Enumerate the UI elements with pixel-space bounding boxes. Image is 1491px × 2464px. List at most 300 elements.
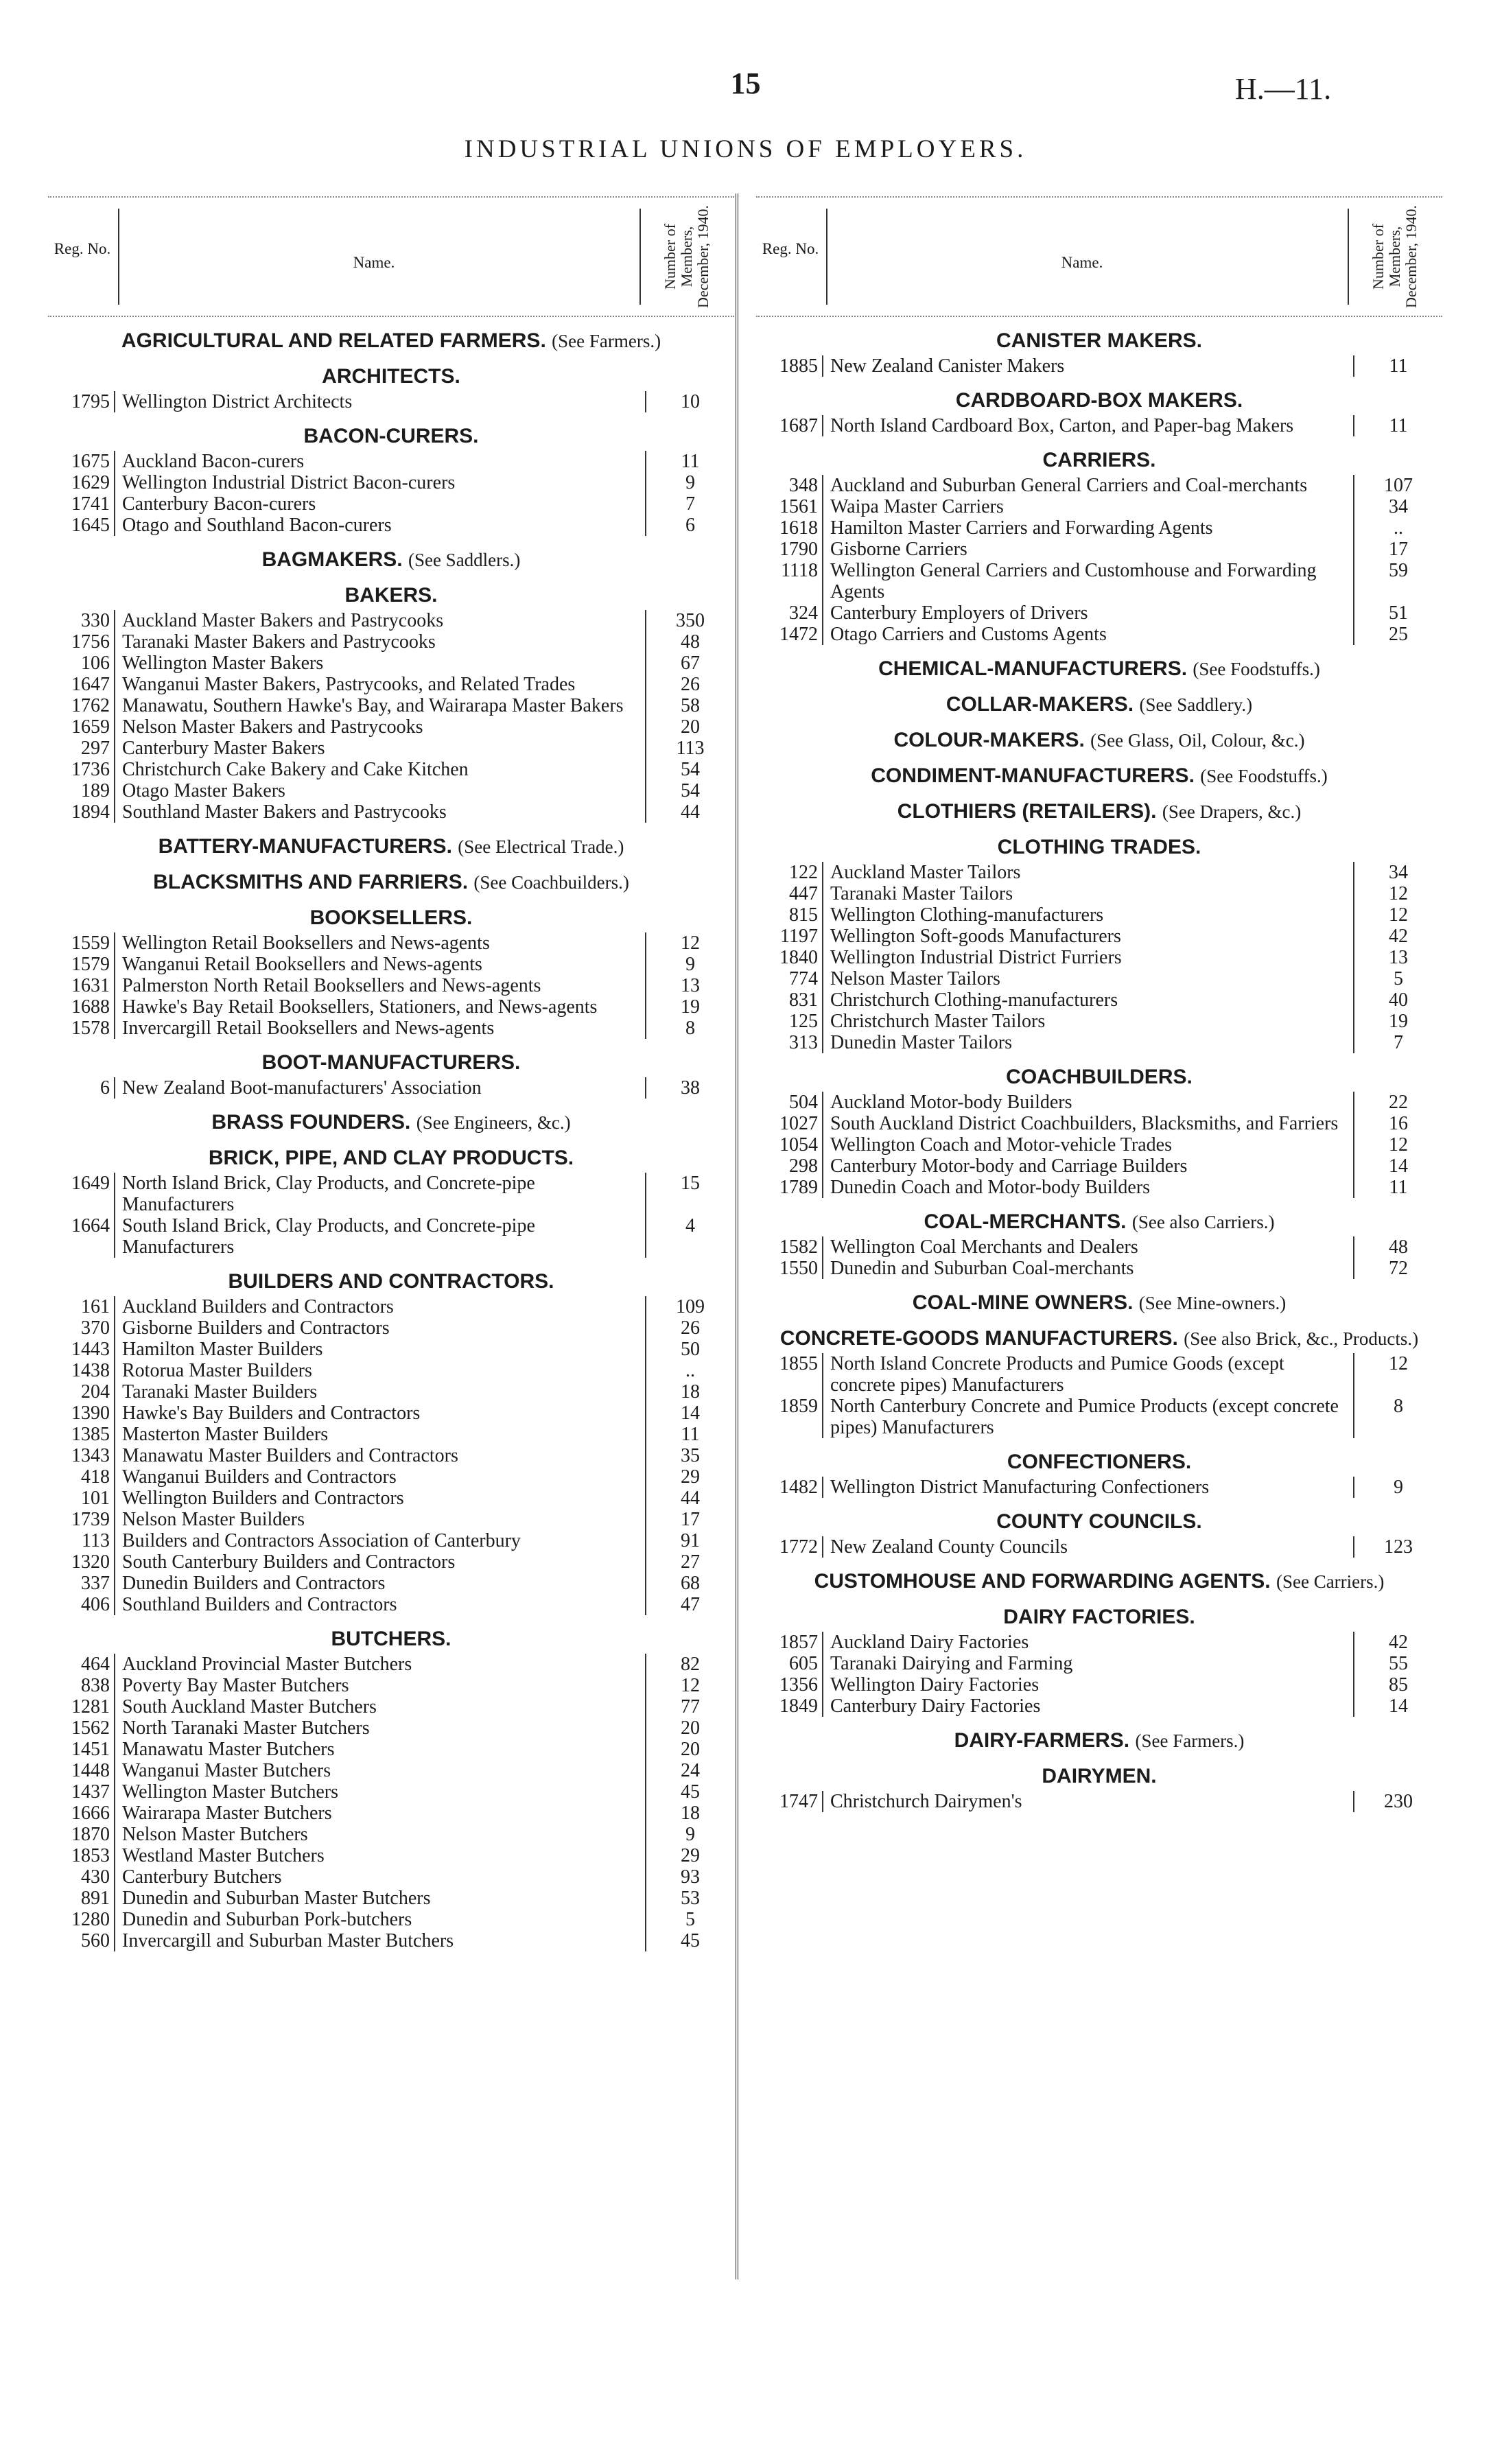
section-heading [756,1210,1442,1234]
table-row [756,1632,1442,1653]
member-count [646,472,734,493]
union-name [823,496,1354,517]
union-name [115,472,646,493]
union-name [823,1674,1354,1696]
reg-number-text: 1438 [71,1360,110,1381]
reg-number-text: 838 [81,1675,110,1696]
reg-number [48,975,115,996]
reg-number [48,610,115,631]
reg-number [48,674,115,695]
reg-number [48,1696,115,1717]
cross-reference: (See Foodstuffs.) [1193,659,1320,679]
union-name [823,862,1354,883]
union-name [115,1739,646,1760]
table-row [48,1675,734,1696]
reg-number [48,1403,115,1424]
union-name [823,1632,1354,1653]
reg-number-text: 1885 [779,355,818,377]
member-count-text: 230 [1384,1791,1413,1812]
table-row [48,1424,734,1445]
reg-number-text: 1645 [71,515,110,536]
member-count-text: 53 [681,1888,700,1909]
member-count [1354,1113,1442,1134]
table-row [48,1360,734,1381]
reg-number [48,451,115,472]
reg-number-text: 418 [81,1466,110,1488]
reg-number [48,1445,115,1466]
table-row [48,801,734,823]
member-count-text: 29 [681,1845,700,1866]
member-count-text: 8 [1394,1396,1403,1417]
reg-number [756,1134,823,1155]
member-count-text: 25 [1389,624,1408,645]
reg-number [48,1215,115,1258]
members-heading [642,202,732,312]
section-title: CLOTHING TRADES. [997,836,1201,858]
table-row [48,1018,734,1039]
union-name [115,954,646,975]
union-name-text: New Zealand Canister Makers [830,355,1065,377]
member-count-text: 12 [681,932,700,954]
member-count-text: 14 [681,1403,700,1424]
reg-number [48,515,115,536]
cross-reference: (See Foodstuffs.) [1200,766,1328,786]
cross-reference: (See also Brick, &c., Products.) [1184,1328,1419,1349]
member-count-text: 59 [1389,560,1408,581]
member-count-text: 113 [676,738,705,759]
reg-number-text: 1795 [71,391,110,412]
member-count-text: 68 [681,1573,700,1594]
member-count-text: 42 [1389,926,1408,947]
reg-number [48,1760,115,1781]
union-name [115,1403,646,1424]
reg-number [756,415,823,436]
reg-number-text: 1894 [71,801,110,823]
member-count [646,1530,734,1551]
member-count-text: 93 [681,1866,700,1888]
reg-number [756,1674,823,1696]
reg-number-text: 1870 [71,1824,110,1845]
member-count-text: 4 [685,1215,695,1236]
member-count-text: 22 [1389,1092,1408,1113]
section-title: DAIRY FACTORIES. [1003,1606,1195,1628]
reg-number [48,1909,115,1930]
reg-number-text: 337 [81,1573,110,1594]
reg-number [48,738,115,759]
reg-number [756,1032,823,1053]
section-heading [756,1606,1442,1629]
member-count [1354,1032,1442,1053]
reg-number-text: 1666 [71,1803,110,1824]
section-heading [48,365,734,388]
member-count-text: 34 [1389,496,1408,517]
table-row [48,1573,734,1594]
table-row [48,1339,734,1360]
table-row [48,1781,734,1803]
section-title: DAIRY-FARMERS. [954,1729,1130,1752]
section-heading [756,693,1442,716]
member-count [1354,904,1442,926]
table-row [756,1092,1442,1113]
union-name-text: Rotorua Master Builders [122,1360,312,1381]
table-row [756,968,1442,989]
union-name [115,780,646,801]
reg-number-text: 1559 [71,932,110,954]
union-name [115,1888,646,1909]
union-name-text: Southland Master Bakers and Pastrycooks [122,801,447,823]
union-name [115,1696,646,1717]
table-row [756,1696,1442,1717]
reg-number-text: 1840 [779,947,818,968]
member-count [1354,539,1442,560]
reg-number-text: 6 [100,1077,110,1099]
section-heading [756,764,1442,788]
member-count-text: 91 [681,1530,700,1551]
reg-number [756,355,823,377]
section-title: COACHBUILDERS. [1006,1066,1193,1088]
member-count-text: 26 [681,1317,700,1339]
table-row [756,1011,1442,1032]
union-name [115,716,646,738]
member-count-text: 18 [681,1803,700,1824]
table-row [48,1930,734,1951]
rule [826,209,827,305]
union-name-text: Auckland Master Tailors [830,862,1021,883]
table-row [48,515,734,536]
section-heading [756,329,1442,353]
reg-number-text: 101 [81,1488,110,1509]
union-name-text: Palmerston North Retail Booksellers and News-agents [122,975,541,996]
union-name [823,1032,1354,1053]
union-name [115,1488,646,1509]
union-name [823,1236,1354,1258]
member-count-text: 51 [1389,602,1408,624]
table-row [756,475,1442,496]
member-count [646,738,734,759]
section-heading [48,425,734,448]
union-name-text: North Island Brick, Clay Products, and Concrete-pipe Manufacturers [122,1173,535,1215]
union-name [823,1396,1354,1438]
reg-number [756,926,823,947]
table-row [48,653,734,674]
union-name [823,602,1354,624]
union-name [823,1696,1354,1717]
member-count [646,1760,734,1781]
union-name [823,904,1354,926]
name-heading: Name. [353,254,395,271]
reg-number [756,517,823,539]
member-count [646,1551,734,1573]
reg-number-text: 1789 [779,1177,818,1198]
reg-number-text: 1675 [71,451,110,472]
member-count [646,716,734,738]
section-title: BRICK, PIPE, AND CLAY PRODUCTS. [208,1147,574,1169]
table-row [756,1032,1442,1053]
member-count [646,1018,734,1039]
member-count [646,996,734,1018]
section-title: BUILDERS AND CONTRACTORS. [228,1270,554,1293]
member-count [646,1509,734,1530]
reg-number [48,1339,115,1360]
member-count [1354,926,1442,947]
union-name [115,1760,646,1781]
reg-number-text: 1790 [779,539,818,560]
member-count [646,391,734,412]
reg-number-text: 1647 [71,674,110,695]
reg-number-text: 161 [81,1296,110,1317]
union-name [115,1466,646,1488]
reg-number [48,1717,115,1739]
union-name-text: Wellington Soft-goods Manufacturers [830,926,1121,947]
union-name [115,391,646,412]
table-row [48,1888,734,1909]
reg-number [756,475,823,496]
member-count [646,1360,734,1381]
table-row [756,1791,1442,1812]
member-count-text: 9 [1394,1477,1403,1498]
union-name [115,674,646,695]
table-row [48,1215,734,1258]
union-name-text: Wellington Retail Booksellers and News-agents [122,932,490,954]
section-heading [48,329,734,353]
table-row [756,560,1442,602]
member-count-text: 9 [685,472,695,493]
table-row [48,1824,734,1845]
section-title: COAL-MINE OWNERS. [912,1291,1134,1314]
left-column-header [48,196,734,317]
member-count-text: 7 [685,493,695,515]
reg-number-text: 1579 [71,954,110,975]
table-row [756,904,1442,926]
reg-number [756,1696,823,1717]
union-name-text: Wellington Clothing-manufacturers [830,904,1104,926]
member-count-text: 48 [681,631,700,653]
table-row [48,1509,734,1530]
reg-number [48,780,115,801]
union-name [115,1381,646,1403]
reg-number-text: 1631 [71,975,110,996]
section-heading [756,1327,1442,1350]
table-row [48,1173,734,1215]
member-count [646,1403,734,1424]
union-name-text: Wellington Dairy Factories [830,1674,1040,1696]
table-row [756,1653,1442,1674]
table-row [756,1536,1442,1558]
reg-number-text: 1859 [779,1396,818,1417]
reg-number-text: 1343 [71,1445,110,1466]
member-count [646,610,734,631]
reg-number-text: 1762 [71,695,110,716]
reg-number [756,989,823,1011]
union-name [823,1653,1354,1674]
union-name [823,1092,1354,1113]
table-row [48,1866,734,1888]
union-name [115,801,646,823]
union-name-text: Auckland Dairy Factories [830,1632,1029,1653]
union-name-text: Dunedin and Suburban Master Butchers [122,1888,431,1909]
member-count-text: .. [685,1360,695,1381]
reg-number [756,1155,823,1177]
reg-number-text: 1849 [779,1696,818,1717]
reg-number-text: 1550 [779,1258,818,1279]
member-count [646,1594,734,1615]
section-heading [756,1451,1442,1474]
union-name-text: Auckland Bacon-curers [122,451,305,472]
member-count [646,1488,734,1509]
section-heading [48,584,734,607]
member-count [646,1296,734,1317]
union-name [115,1654,646,1675]
section-title: AGRICULTURAL AND RELATED FARMERS. [121,329,546,352]
reg-number [48,1296,115,1317]
table-row [756,862,1442,883]
member-count [1354,862,1442,883]
union-name-text: Otago Carriers and Customs Agents [830,624,1107,645]
union-name-text: Dunedin Builders and Contractors [122,1573,386,1594]
union-name-text: Canterbury Employers of Drivers [830,602,1088,624]
union-name [823,539,1354,560]
reg-number-text: 298 [789,1155,818,1177]
union-name-text: Wairarapa Master Butchers [122,1803,332,1824]
table-row [756,1258,1442,1279]
union-name-text: Christchurch Dairymen's [830,1791,1022,1812]
section-title: CUSTOMHOUSE AND FORWARDING AGENTS. [814,1570,1271,1593]
member-count [1354,1177,1442,1198]
rule [118,209,119,305]
reg-number [48,1018,115,1039]
reg-number [48,1594,115,1615]
table-row [48,1696,734,1717]
reg-number [48,1530,115,1551]
union-name-text: Canterbury Master Bakers [122,738,325,759]
section-heading [756,1570,1442,1593]
union-name-text: Dunedin Master Tailors [830,1032,1013,1053]
member-count [646,801,734,823]
section-heading [756,1510,1442,1534]
table-row [48,1717,734,1739]
table-row [756,1177,1442,1198]
member-count-text: 6 [685,515,695,536]
union-name-text: Masterton Master Builders [122,1424,329,1445]
reg-number-text: 1688 [71,996,110,1018]
reg-number-text: 891 [81,1888,110,1909]
union-name-text: Wellington Industrial District Furriers [830,947,1122,968]
union-name-text: Wellington Industrial District Bacon-curers [122,472,456,493]
table-row [48,1760,734,1781]
reg-number-text: 113 [82,1530,110,1551]
left-column-body [48,329,734,1951]
rule [639,209,641,305]
section-title: CONCRETE-GOODS MANUFACTURERS. [779,1327,1178,1350]
section-heading [756,389,1442,412]
name-heading: Name. [1061,254,1103,271]
member-count-text: 26 [681,674,700,695]
member-count [1354,1696,1442,1717]
member-count [646,1573,734,1594]
union-name [115,1509,646,1530]
union-name [823,947,1354,968]
member-count-text: 72 [1389,1258,1408,1279]
union-name-text: Gisborne Builders and Contractors [122,1317,390,1339]
section-title: CARDBOARD-BOX MAKERS. [955,389,1243,412]
members-heading [1350,202,1440,312]
member-count [646,493,734,515]
member-count-text: 19 [681,996,700,1018]
union-name-text: Wellington Builders and Contractors [122,1488,404,1509]
reg-number [48,1424,115,1445]
section-title: CONDIMENT-MANUFACTURERS. [871,764,1195,787]
member-count [646,1696,734,1717]
section-title: COLOUR-MAKERS. [893,729,1085,751]
reg-number-text: 1197 [780,926,818,947]
table-row [48,996,734,1018]
member-count [646,1909,734,1930]
member-count-text: 11 [1389,355,1408,377]
union-name-text: Auckland and Suburban General Carriers and Coal-merchants [830,475,1308,496]
table-row [48,1909,734,1930]
member-count [646,695,734,716]
member-count-text: 82 [681,1654,700,1675]
reg-number [48,801,115,823]
member-count-text: 42 [1389,1632,1408,1653]
reg-number [756,496,823,517]
reg-number [756,1396,823,1438]
table-row [756,602,1442,624]
union-name [115,1845,646,1866]
reg-number [48,954,115,975]
table-row [48,1445,734,1466]
reg-number [48,1360,115,1381]
table-row [756,926,1442,947]
reg-number-text: 1618 [779,517,818,539]
union-name [115,1824,646,1845]
union-name-text: Dunedin and Suburban Pork-butchers [122,1909,412,1930]
union-name [115,631,646,653]
member-count [1354,1011,1442,1032]
member-count [1354,1632,1442,1653]
reg-number [48,1573,115,1594]
union-name-text: New Zealand Boot-manufacturers' Association [122,1077,482,1099]
union-name [115,1445,646,1466]
member-count [646,1466,734,1488]
member-count-text: 29 [681,1466,700,1488]
member-count [1354,1477,1442,1498]
reg-number-text: 1472 [779,624,818,645]
member-count [1354,602,1442,624]
reg-number-text: 1747 [779,1791,818,1812]
section-title: BAGMAKERS. [261,548,403,571]
right-column-header [756,196,1442,317]
reg-number-text: 1687 [779,415,818,436]
cross-reference: (See also Carriers.) [1131,1212,1275,1232]
member-count-text: 15 [681,1173,700,1194]
member-count [1354,968,1442,989]
table-row [48,1739,734,1760]
union-name-text: Wanganui Builders and Contractors [122,1466,397,1488]
reg-number [756,862,823,883]
reg-number [48,1824,115,1845]
member-count-text: 35 [681,1445,700,1466]
member-count-text: 8 [685,1018,695,1039]
reg-number [48,1173,115,1215]
section-heading [756,1765,1442,1788]
cross-reference: (See Carriers.) [1276,1571,1385,1592]
table-row [48,1654,734,1675]
member-count [646,1173,734,1215]
reg-number [756,624,823,645]
union-name-text: Wellington Coal Merchants and Dealers [830,1236,1138,1258]
union-name [823,1155,1354,1177]
